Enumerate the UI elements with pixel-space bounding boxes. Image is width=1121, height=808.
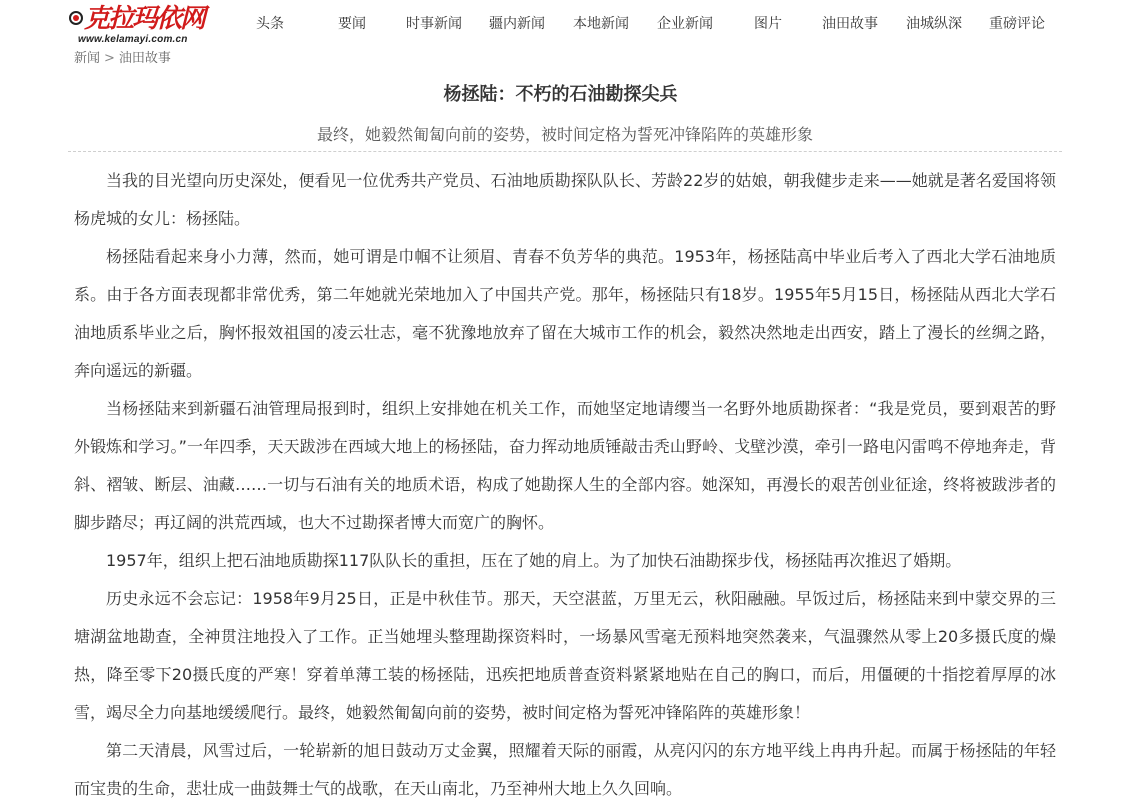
- title-divider: [68, 151, 1062, 152]
- nav-item-oil-city-depth[interactable]: 油城纵深: [906, 16, 962, 32]
- nav-item-xinjiang-news[interactable]: 疆内新闻: [489, 16, 545, 32]
- nav-item-commentary[interactable]: 重磅评论: [989, 16, 1045, 32]
- nav-item-pictures[interactable]: 图片: [754, 16, 782, 32]
- nav-item-enterprise-news[interactable]: 企业新闻: [657, 16, 713, 32]
- article-paragraph: 当我的目光望向历史深处，便看见一位优秀共产党员、石油地质勘探队队长、芳龄22岁的姑娘，朝我健步走来——她就是著名爱国将领杨虎城的女儿：杨拯陆。: [74, 171, 1056, 228]
- breadcrumb: [74, 50, 171, 68]
- logo-text: 克拉玛依网: [84, 4, 205, 34]
- nav-item-current-affairs[interactable]: 时事新闻: [406, 16, 462, 32]
- breadcrumb-current-link[interactable]: 油田故事: [118, 51, 171, 66]
- article-paragraph: 当杨拯陆来到新疆石油管理局报到时，组织上安排她在机关工作，而她坚定地请缨当一名野外地质勘探者：“我是党员，要到艰苦的野外锻炼和学习。”一年四季，天天跋涉在西域大地上的杨拯陆，奋力挥动地质锤敲击秃山野岭、戈壁沙漠，牵引一路电闪雷鸣不停地奔走，背斜、褶皱、断层、油藏……一切与石油有关的地质术语，构成了她勘探人生的全部内容。她深知，再漫长的艰苦创业征途，终将被跋涉者的脚步踏尽；再辽阔的洪荒西域，也大不过勘探者博大而宽广的胸怀。: [74, 399, 1056, 532]
- article-title: 杨拯陆：不朽的石油勘探尖兵: [443, 84, 678, 105]
- article-paragraph: 1957年，组织上把石油地质勘探117队队长的重担，压在了她的肩上。为了加快石油勘探步伐，杨拯陆再次推迟了婚期。: [106, 551, 962, 570]
- logo-emblem-icon: [69, 11, 83, 25]
- article-paragraph: 历史永远不会忘记：1958年9月25日，正是中秋佳节。那天，天空湛蓝，万里无云，秋阳融融。早饭过后，杨拯陆来到中蒙交界的三塘湖盆地勘查，全神贯注地投入了工作。正当她埋头整理勘探资料时，一场暴风雪毫无预料地突然袭来，气温骤然从零上20多摄氏度的燥热，降至零下20摄氏度的严寒！穿着单薄工装的杨拯陆，迅疾把地质普查资料紧紧地贴在自己的胸口，而后，用僵硬的十指挖着厚厚的冰雪，竭尽全力向基地缓缓爬行。最终，她毅然匍匐向前的姿势，被时间定格为誓死冲锋陷阵的英雄形象！: [74, 589, 1056, 722]
- nav-item-oilfield-stories[interactable]: 油田故事: [822, 16, 878, 32]
- breadcrumb-news-link[interactable]: 新闻: [74, 51, 101, 66]
- article-paragraph: 杨拯陆看起来身小力薄，然而，她可谓是巾帼不让须眉、青春不负芳华的典范。1953年，杨拯陆高中毕业后考入了西北大学石油地质系。由于各方面表现都非常优秀，第二年她就光荣地加入了中国共产党。那年，杨拯陆只有18岁。1955年5月15日，杨拯陆从西北大学石油地质系毕业之后，胸怀报效祖国的凌云壮志，毫不犹豫地放弃了留在大城市工作的机会，毅然决然地走出西安，踏上了漫长的丝绸之路，奔向遥远的新疆。: [74, 247, 1056, 380]
- nav-item-local-news[interactable]: 本地新闻: [573, 16, 629, 32]
- nav-item-top-news[interactable]: 要闻: [338, 16, 366, 32]
- breadcrumb-separator: >: [104, 51, 115, 66]
- article-summary: 最终，她毅然匍匐向前的姿势，被时间定格为誓死冲锋陷阵的英雄形象: [316, 125, 813, 144]
- site-logo[interactable]: [68, 4, 205, 48]
- logo-url: www.kelamayi.com.cn: [78, 34, 188, 45]
- article-paragraph: 第二天清晨，风雪过后，一轮崭新的旭日鼓动万丈金翼，照耀着天际的丽霞，从亮闪闪的东方地平线上冉冉升起。而属于杨拯陆的年轻而宝贵的生命，悲壮成一曲鼓舞士气的战歌，在天山南北，乃至神州大地上久久回响。: [74, 741, 1056, 798]
- article-body: [74, 162, 1056, 808]
- nav-item-headlines[interactable]: 头条: [256, 16, 284, 32]
